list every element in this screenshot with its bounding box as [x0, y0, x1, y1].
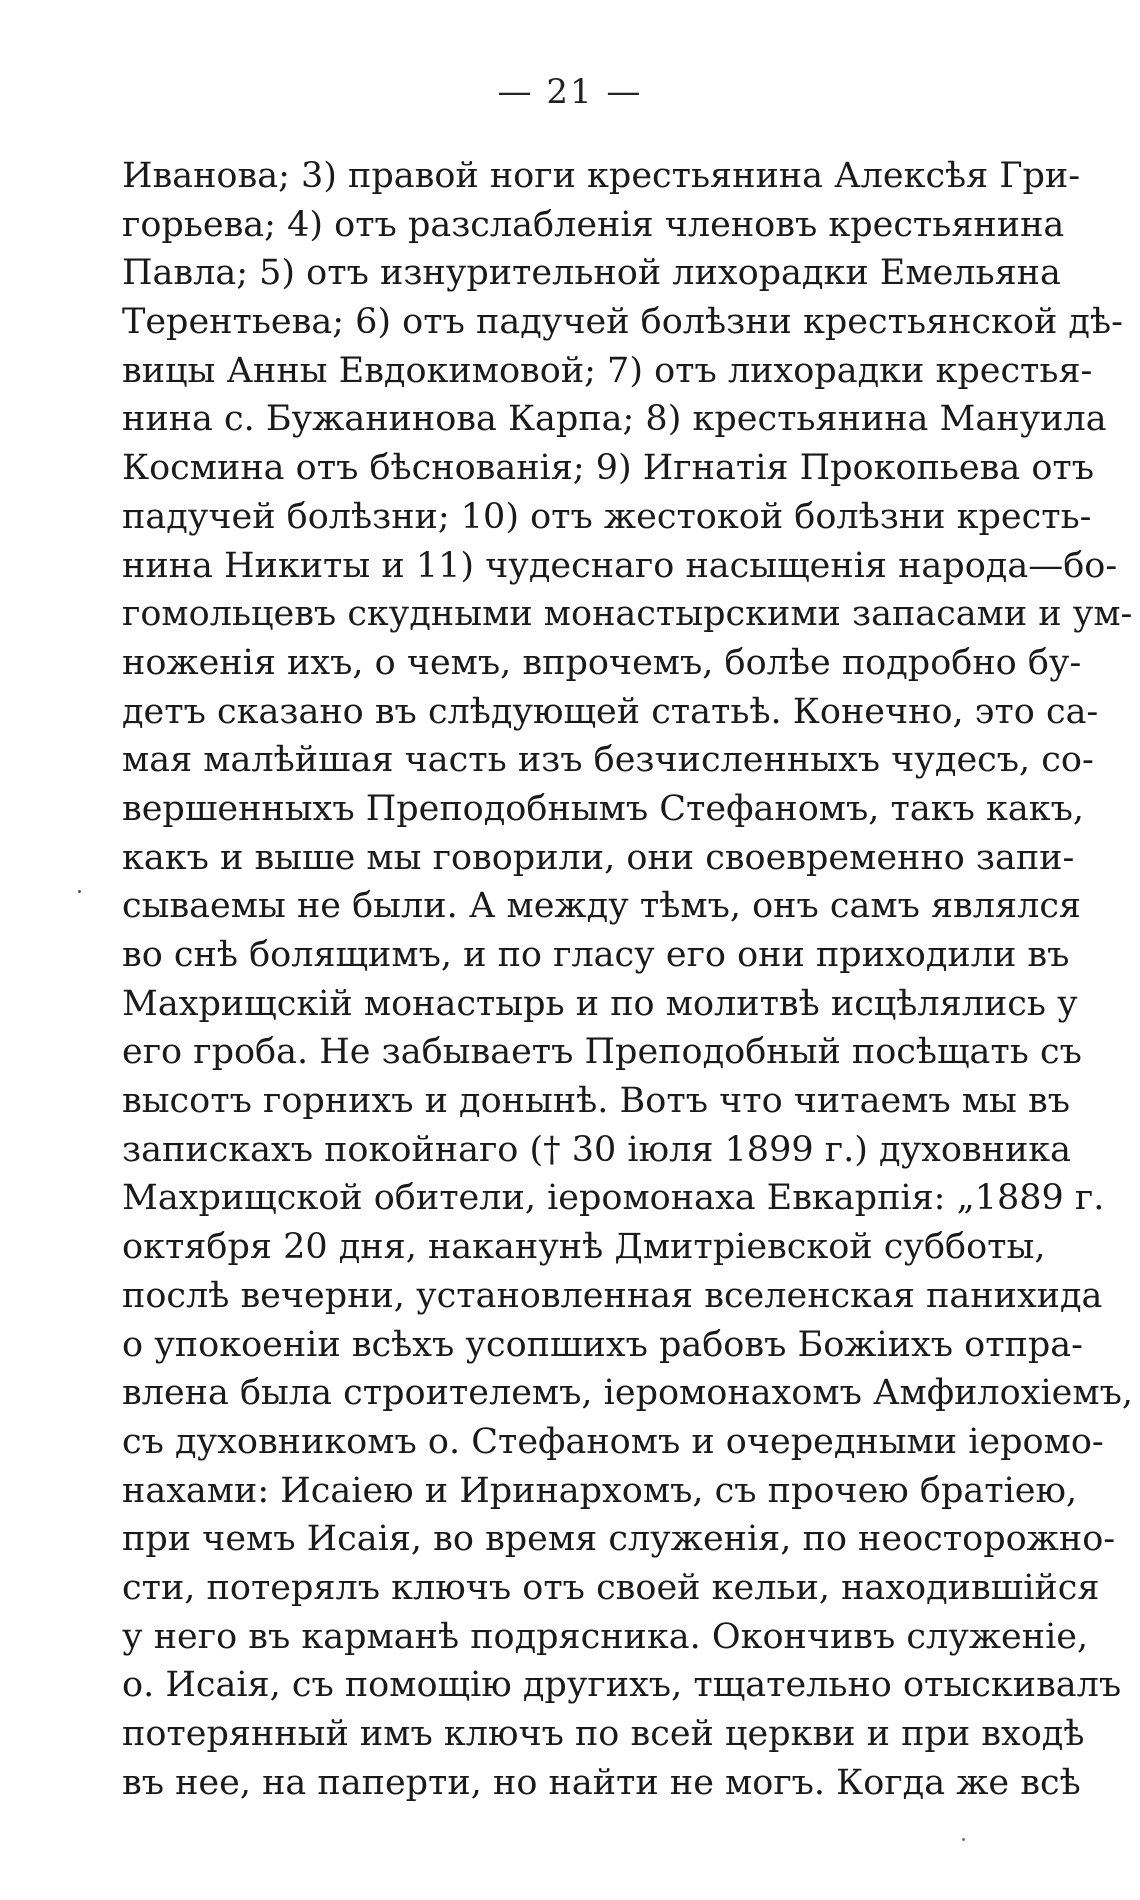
text-line: падучей болѣзни; 10) отъ жестокой болѣзни кресть- [122, 496, 1092, 537]
text-line: о. Исаія, съ помощію другихъ, тщательно отыскивалъ [122, 1665, 1122, 1706]
text-line: потерянный имъ ключъ по всей церкви и при входѣ [122, 1714, 1085, 1754]
text-line: какъ и выше мы говорили, они своевременно запи- [122, 837, 1075, 878]
text-line: его гроба. Не забываетъ Преподобный посѣщать съ [122, 1032, 1082, 1073]
text-line: нина Никиты и 11) чудеснаго насыщенія народа—бо- [122, 545, 1118, 586]
text-line: въ нее, на паперти, но найти не могъ. Когда же всѣ [122, 1762, 1081, 1803]
text-line: запискахъ покойнаго († 30 іюля 1899 г.) духовника [122, 1129, 1072, 1170]
text-line: Космина отъ бѣснованія; 9) Игнатія Прокопьева отъ [122, 448, 1095, 489]
text-line: во снѣ болящимъ, и по гласу его они приходили въ [122, 935, 1070, 975]
text-line: Иванова; 3) правой ноги крестьянина Алексѣя Гри- [122, 156, 1081, 196]
text-line: вершенныхъ Преподобнымъ Стефаномъ, такъ какъ, [122, 788, 1085, 829]
text-line: съ духовникомъ о. Стефаномъ и очередными іеромо- [122, 1421, 1104, 1462]
text-line: Терентьева; 6) отъ падучей болѣзни крестьянской дѣ- [122, 302, 1123, 343]
text-line: Павла; 5) отъ изнурительной лихорадки Емельяна [122, 253, 1061, 294]
text-line: о упокоеніи всѣхъ усопшихъ рабовъ Божіихъ отпра- [122, 1324, 1083, 1365]
text-line: нина с. Бужанинова Карпа; 8) крестьянина Мануила [122, 399, 1107, 440]
text-line: детъ сказано въ слѣдующей статьѣ. Конечно, это са- [122, 691, 1099, 732]
text-line: нахами: Исаіею и Иринархомъ, съ прочею братіею, [122, 1470, 1078, 1511]
text-line: Махрищскій монастырь и по молитвѣ исцѣлялись у [122, 983, 1078, 1024]
text-line: ноженія ихъ, о чемъ, впрочемъ, болѣе подробно бу- [122, 642, 1082, 683]
text-line: октября 20 дня, наканунѣ Дмитріевской субботы, [122, 1227, 1046, 1268]
text-line: при чемъ Исаія, во время служенія, по неосторожно- [122, 1519, 1116, 1560]
text-line: вицы Анны Евдокимовой; 7) отъ лихорадки крестья- [122, 350, 1093, 391]
text-line: мая малѣйшая часть изъ безчисленныхъ чудесъ, со- [122, 740, 1094, 781]
text-line: сти, потерялъ ключъ отъ своей кельи, находившійся [122, 1567, 1100, 1608]
text-line: влена была строителемъ, іеромонахомъ Амфилохіемъ, [122, 1373, 1133, 1414]
text-line: сываемы не были. А между тѣмъ, онъ самъ являлся [122, 886, 1081, 927]
margin-speck [78, 890, 81, 893]
body-text [122, 152, 1133, 1807]
page-number: — 21 — [497, 72, 643, 112]
bottom-speck [962, 1838, 965, 1841]
text-line: у него въ карманѣ подрясника. Окончивъ служеніе, [122, 1616, 1089, 1657]
text-line: горьева; 4) отъ разслабленія членовъ крестьянина [122, 204, 1065, 245]
text-line: высотъ горнихъ и донынѣ. Вотъ что читаемъ мы въ [122, 1081, 1070, 1122]
text-line: Махрищской обители, іеромонаха Евкарпія: „1889 г. [122, 1178, 1105, 1219]
text-line: гомольцевъ скудными монастырскими запасами и ум- [122, 594, 1133, 635]
text-line: послѣ вечерни, установленная вселенская панихида [122, 1275, 1103, 1316]
